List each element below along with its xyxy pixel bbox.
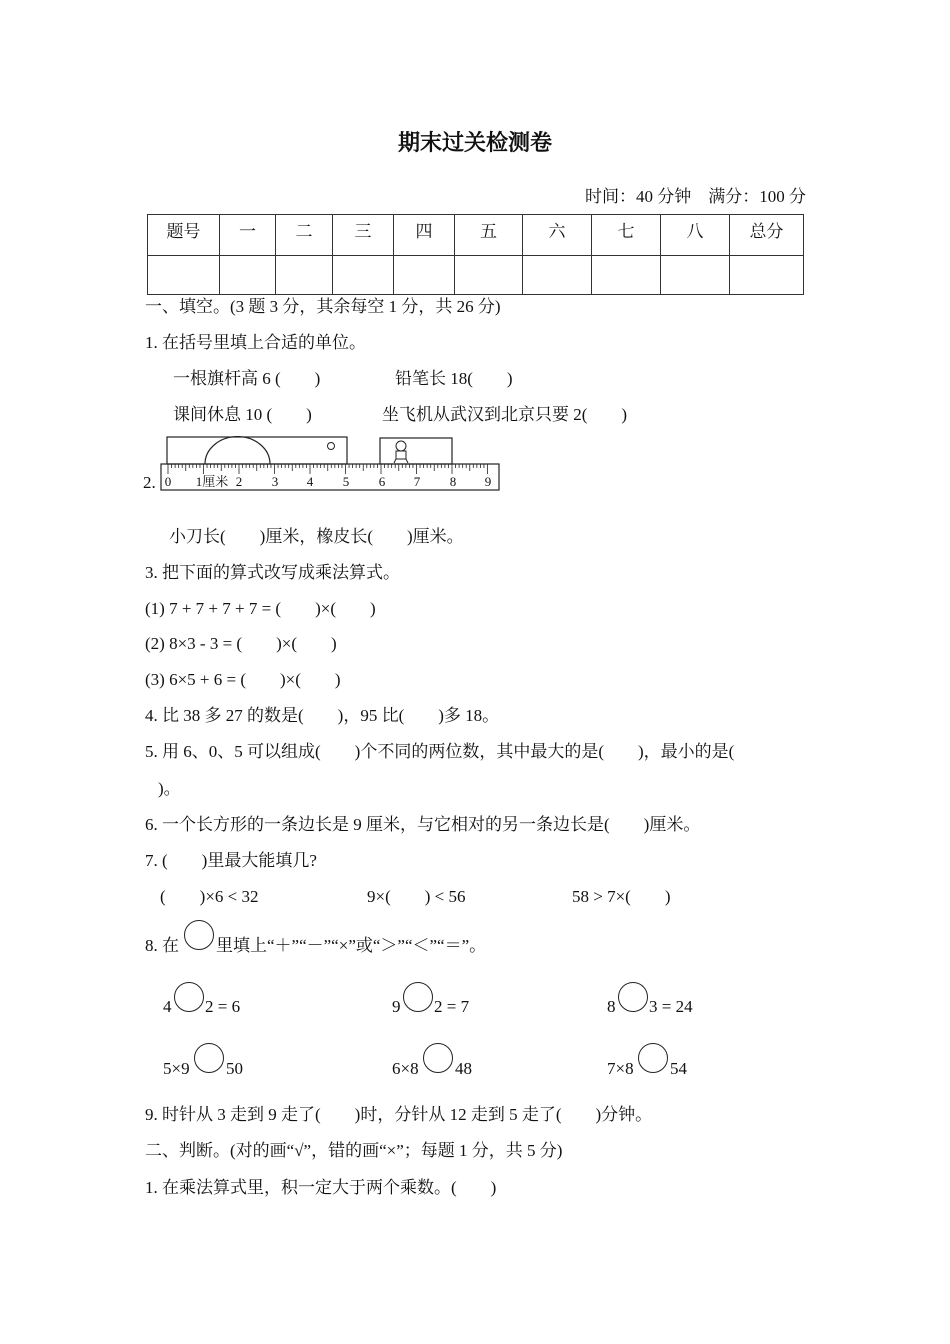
q9: 9. 时针从 3 走到 9 走了( )时，分针从 12 走到 5 走了( )分钟。 [145, 1105, 653, 1124]
ruler-ticks [168, 464, 488, 474]
header-cell: 二 [276, 215, 333, 256]
q8-right: 50 [226, 1059, 243, 1078]
header-cell: 总分 [730, 215, 804, 256]
q2-answer: 小刀长( )厘米，橡皮长( )厘米。 [169, 527, 464, 546]
ruler-label: 7 [413, 474, 421, 489]
q2-number: 2. [143, 473, 156, 492]
knife-body [167, 437, 347, 464]
q3-item: (1) 7 + 7 + 7 + 7 = ( )×( ) [145, 599, 376, 618]
ruler-label: 5 [342, 474, 350, 489]
q5-line1: 5. 用 6、0、5 可以组成( )个不同的两位数，其中最大的是( )，最小的是( [145, 742, 735, 761]
q1-item-b: 铅笔长 18( ) [395, 369, 513, 388]
q1-item-a: 一根旗杆高 6 ( ) [173, 369, 321, 388]
section1-heading: 一、填空。(3 题 3 分，其余每空 1 分，共 26 分) [145, 297, 501, 316]
q8-left: 7×8 [607, 1059, 634, 1078]
q8-right: 48 [455, 1059, 472, 1078]
score-cell[interactable] [661, 256, 730, 295]
score-cell[interactable] [592, 256, 661, 295]
score-table [147, 214, 804, 295]
q8-right: 54 [670, 1059, 687, 1078]
header-cell: 四 [394, 215, 455, 256]
q8-stem-pre: 8. 在 [145, 936, 179, 955]
q8-left: 8 [607, 997, 616, 1016]
ruler-label: 2 [235, 474, 243, 489]
q1-item-d: 坐飞机从武汉到北京只要 2( ) [382, 405, 628, 424]
ruler-label: 9 [484, 474, 492, 489]
answer-circle[interactable] [423, 1043, 453, 1073]
score-cell[interactable] [523, 256, 592, 295]
q8-left: 4 [163, 997, 172, 1016]
page-title: 期末过关检测卷 [397, 131, 552, 156]
q1-stem: 1. 在括号里填上合适的单位。 [145, 333, 366, 352]
q7-stem: 7. ( )里最大能填几? [145, 851, 317, 870]
q7-item-a: ( )×6 < 32 [160, 887, 259, 906]
section2-heading: 二、判断。(对的画“√”，错的画“×”；每题 1 分，共 5 分) [145, 1141, 563, 1160]
q5-line2: )。 [158, 779, 181, 798]
header-cell: 八 [661, 215, 730, 256]
answer-circle[interactable] [618, 982, 648, 1012]
q3-item: (3) 6×5 + 6 = ( )×( ) [145, 670, 341, 689]
eraser-figure-icon [394, 441, 408, 463]
q8-left: 9 [392, 997, 401, 1016]
score-cell[interactable] [394, 256, 455, 295]
header-cell: 一 [220, 215, 276, 256]
q6: 6. 一个长方形的一条边长是 9 厘米，与它相对的另一条边长是( )厘米。 [145, 815, 701, 834]
q3-item: (2) 8×3 - 3 = ( )×( ) [145, 634, 337, 653]
ruler-label: 4 [306, 474, 314, 489]
knife-arc [205, 437, 270, 464]
q8-right: 2 = 7 [434, 997, 470, 1016]
q8-left: 6×8 [392, 1059, 419, 1078]
answer-circle[interactable] [403, 982, 433, 1012]
answer-circle[interactable] [194, 1043, 224, 1073]
header-cell: 三 [333, 215, 394, 256]
ruler-label: 0 [164, 474, 172, 489]
q3-stem: 3. 把下面的算式改写成乘法算式。 [145, 563, 400, 582]
ruler-label: 6 [378, 474, 386, 489]
knife-hole [328, 443, 335, 450]
eraser-body [380, 438, 452, 464]
score-cell[interactable] [276, 256, 333, 295]
answer-circle[interactable] [638, 1043, 668, 1073]
q8-right: 2 = 6 [205, 997, 241, 1016]
header-cell: 七 [592, 215, 661, 256]
score-cell[interactable] [455, 256, 523, 295]
header-cell: 题号 [148, 215, 220, 256]
ruler-label: 8 [449, 474, 457, 489]
header-cell: 五 [455, 215, 523, 256]
ruler-label: 1厘米 [195, 474, 229, 489]
q8-left: 5×9 [163, 1059, 190, 1078]
score-cell[interactable] [148, 256, 220, 295]
header-cell: 六 [523, 215, 592, 256]
q8-stem-post: 里填上“＋”“－”“×”或“＞”“＜”“＝”。 [216, 936, 487, 955]
ruler-figure [160, 436, 502, 492]
q8-right: 3 = 24 [649, 997, 693, 1016]
score-cell[interactable] [220, 256, 276, 295]
answer-circle[interactable] [174, 982, 204, 1012]
operator-circle-icon [184, 920, 214, 950]
score-cell[interactable] [730, 256, 804, 295]
q7-item-b: 9×( ) < 56 [367, 887, 466, 906]
score-cell[interactable] [333, 256, 394, 295]
q4: 4. 比 38 多 27 的数是( )，95 比( )多 18。 [145, 706, 500, 725]
exam-meta: 时间：40 分钟 满分：100 分 [585, 187, 806, 206]
section2-q1: 1. 在乘法算式里，积一定大于两个乘数。( ) [145, 1178, 497, 1197]
q7-item-c: 58 > 7×( ) [572, 887, 671, 906]
q1-item-c: 课间休息 10 ( ) [173, 405, 312, 424]
ruler-label: 3 [271, 474, 279, 489]
